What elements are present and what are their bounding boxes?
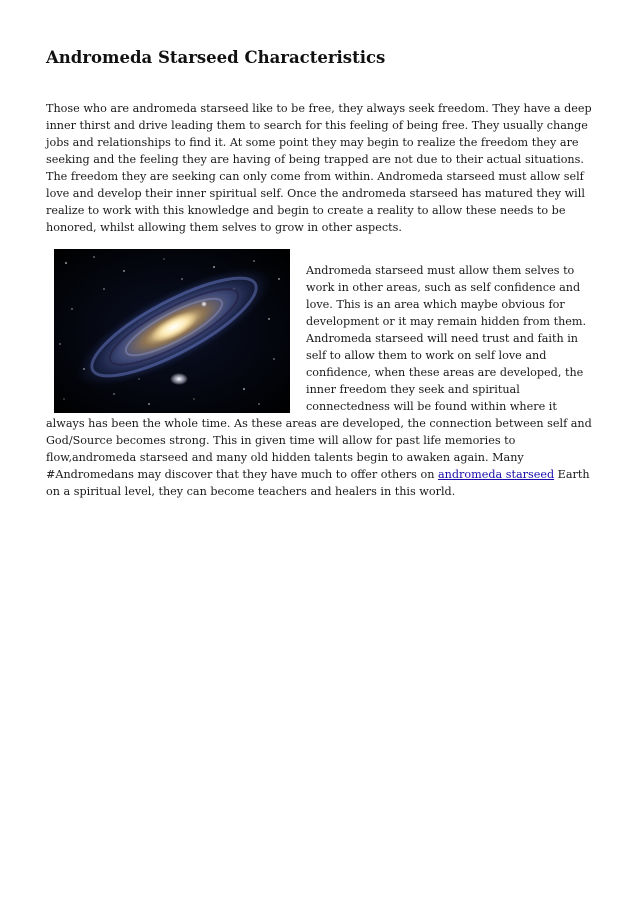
second-paragraph xyxy=(46,262,594,500)
andromeda-starseed-link[interactable]: andromeda starseed xyxy=(437,468,555,481)
andromeda-galaxy-image xyxy=(54,249,290,413)
intro-paragraph: Those who are andromeda starseed like to be free, they always seek freedom. They have a deep inner thirst and drive leading them to search for this feeling of being free. They usually change jobs and relationships to find it. At some point they may begin to realize the freedom they are seeking and the feeling they are having of being trapped are not due to their actual situations. The freedom they are seeking can only come from within. Andromeda starseed must allow self love and develop their inner spiritual self. Once the andromeda starseed has matured they will realize to work with this knowledge and begin to create a reality to allow these needs to be honored, whilst allowing them selves to grow in other aspects. xyxy=(46,102,592,234)
second-paragraph-tail: Earth on a spiritual level, they can become teachers and healers in this world. xyxy=(46,468,590,498)
second-paragraph-text: Andromeda starseed must allow them selves to work in other areas, such as self confidence and love. This is an area which maybe obvious for development or it may remain hidden from them. Andromeda starseed will need trust and faith in self to allow them to work on self love and confidence, when these areas are developed, the inner freedom they seek and spiritual connectedness will be found within where it always has been the whole time. As these areas are developed, the connection between self and God/Source becomes strong. This in given time will allow for past life memories to flow,andromeda starseed and many old hidden talents begin to awaken again. Many #Andromedans may discover that they have much to offer others on xyxy=(46,264,592,481)
page-title: Andromeda Starseed Characteristics xyxy=(46,48,386,67)
